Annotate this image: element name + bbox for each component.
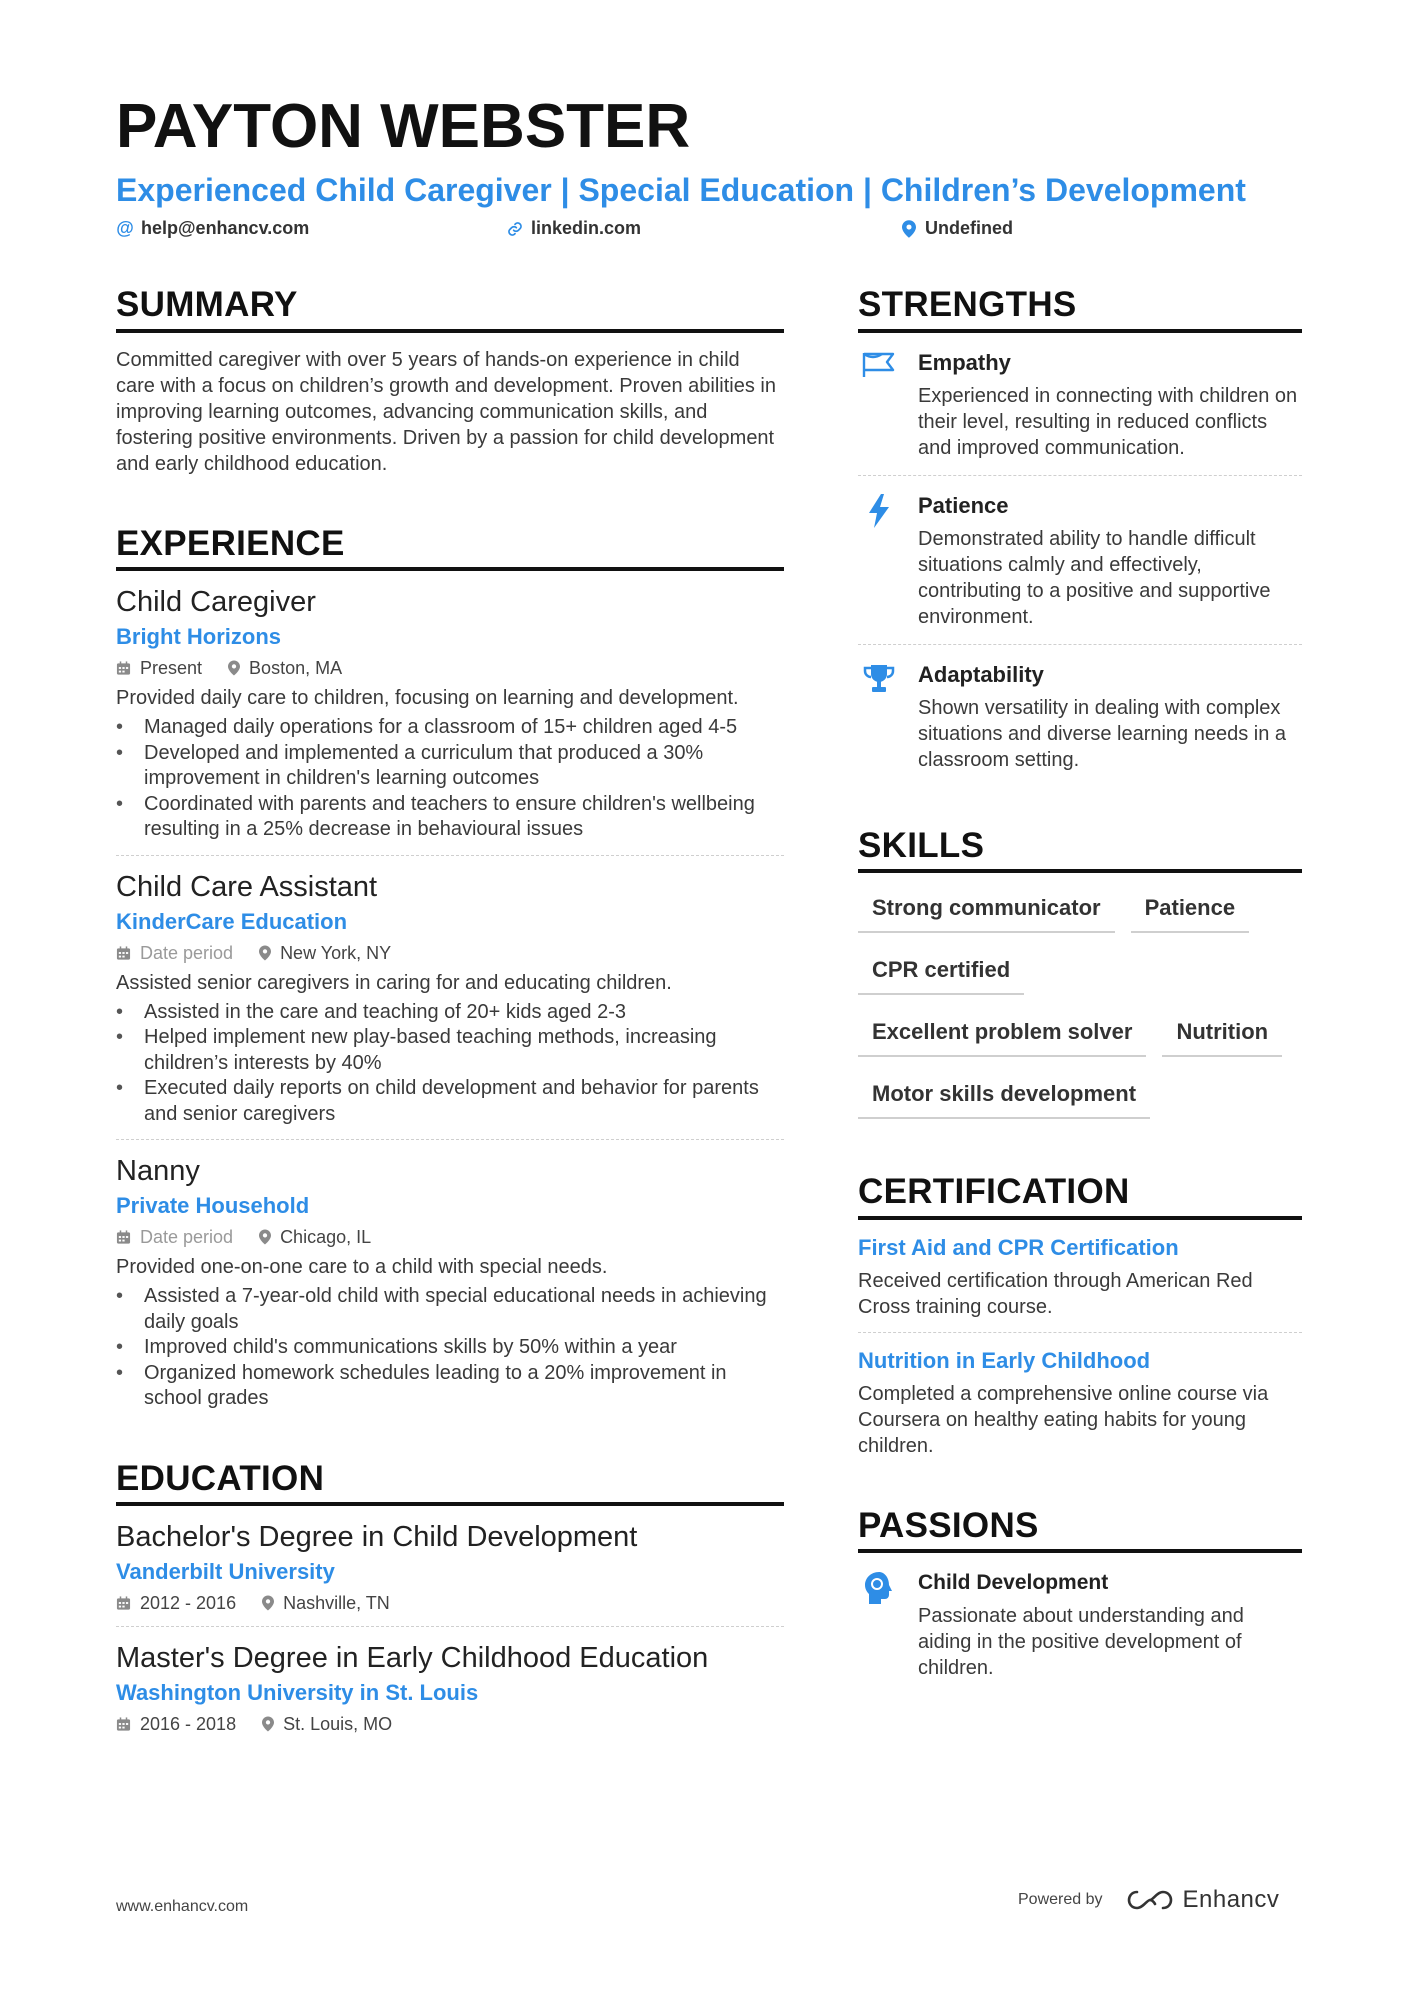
certification-heading: CERTIFICATION [858,1173,1302,1220]
strength-title: Patience [918,492,1009,518]
bullet-item: • Developed and implemented a curriculum that produced a 30% improvement in children's learning outcomes [116,741,784,792]
company-name: Bright Horizons [116,624,281,649]
job-period: Date period [140,1227,234,1247]
skill-tag: Patience [1131,887,1250,933]
strength-title: Empathy [918,349,1011,375]
skills-list [858,887,1302,1135]
degree-title: Bachelor's Degree in Child Development [116,1521,638,1553]
company-name: Private Household [116,1193,310,1218]
school-name: Vanderbilt University [116,1559,335,1584]
footer-website[interactable]: www.enhancv.com [116,1898,249,1915]
passions-section [858,1507,1302,1696]
job-meta [116,657,784,679]
calendar-icon [116,1595,131,1611]
job-bullets [116,1284,784,1412]
skills-heading: SKILLS [858,827,1302,874]
summary-section [116,286,784,477]
head-brain-icon [858,1569,900,1681]
headline: Experienced Child Caregiver | Special Education | Children’s Development [116,172,1246,208]
bullet-item: • Coordinated with parents and teachers to ensure children's wellbeing resulting in a 25% decrease in behavioural issues [116,792,784,843]
education-entry [116,1506,784,1627]
bullet-item: • Organized homework schedules leading to a 20% improvement in school grades [116,1361,784,1412]
location-pin-icon [228,660,240,676]
certification-title: Nutrition in Early Childhood [858,1347,1151,1373]
education-period: 2016 - 2018 [140,1714,237,1734]
brand-name: Enhancv [1182,1886,1280,1913]
strength-item [858,476,1302,645]
enhancv-logo[interactable] [1127,1886,1280,1914]
job-meta [116,942,784,964]
summary-text: Committed caregiver with over 5 years of hands-on experience in child care with a focus on children’s growth and development. Proven abilities in improving learning outcomes, advancing communication skills, and fostering positive environments. Driven by a passion for child development and early childhood education. [116,348,776,475]
candidate-name: PAYTON WEBSTER [116,92,691,161]
education-meta [116,1713,784,1735]
footer-branding [1018,1886,1279,1914]
education-entry [116,1627,784,1747]
job-title: Child Caregiver [116,586,316,618]
skill-tag: Excellent problem solver [858,1011,1146,1057]
job-period: Present [140,658,203,678]
passions-heading: PASSIONS [858,1507,1302,1554]
job-location: Boston, MA [249,658,343,678]
certification-item [858,1220,1302,1333]
education-location: Nashville, TN [283,1593,390,1613]
right-column [858,286,1302,1695]
strengths-section [858,286,1302,787]
skill-tag: CPR certified [858,949,1024,995]
linkedin-text: linkedin.com [531,218,642,238]
location-pin-icon [262,1716,274,1732]
passion-title: Child Development [918,1571,1109,1594]
location-text: Undefined [925,218,1013,238]
calendar-icon [116,1716,131,1732]
powered-by-text: Powered by [1018,1891,1103,1908]
contact-linkedin[interactable] [506,218,641,239]
job-title: Child Care Assistant [116,870,378,903]
experience-entry [116,571,784,856]
experience-section [116,525,784,1424]
school-name: Washington University in St. Louis [116,1680,479,1705]
experience-entry [116,856,784,1141]
job-period: Date period [140,942,234,963]
location-pin-icon [262,1595,274,1611]
job-location: New York, NY [280,942,392,963]
bullet-item: • Assisted in the care and teaching of 20+ kids aged 2-3 [116,1000,784,1026]
at-icon: @ [116,218,134,238]
job-description: Provided one-on-one care to a child with special needs. [116,1256,608,1278]
certification-description: Completed a comprehensive online course via Coursera on healthy eating habits for young children. [858,1382,1269,1457]
certification-title: First Aid and CPR Certification [858,1234,1179,1260]
strength-description: Demonstrated ability to handle difficult situations calmly and effectively, contributing to a positive and supportive environment. [918,527,1271,628]
education-period: 2012 - 2016 [140,1593,237,1613]
education-location: St. Louis, MO [283,1714,393,1734]
strengths-heading: STRENGTHS [858,286,1302,333]
passion-item [858,1553,1302,1695]
skills-line-break [1040,949,1240,1011]
bullet-item: • Improved child's communications skills by 50% within a year [116,1335,784,1361]
passion-description: Passionate about understanding and aiding in the positive development of children. [918,1605,1244,1679]
lightning-icon [858,492,900,630]
location-pin-icon [259,945,271,961]
certification-item [858,1333,1302,1471]
job-meta [116,1226,784,1248]
calendar-icon [116,660,131,676]
job-bullets [116,715,784,843]
bullet-item: • Helped implement new play-based teaching methods, increasing children’s interests by 40% [116,1025,784,1076]
bullet-item: • Executed daily reports on child development and behavior for parents and senior caregivers [116,1076,784,1127]
email-text: help@enhancv.com [141,218,310,238]
education-heading: EDUCATION [116,1460,784,1507]
experience-entry [116,1140,784,1424]
location-pin-icon [900,220,918,238]
left-column [116,286,784,1747]
job-location: Chicago, IL [280,1227,372,1247]
education-meta [116,1592,784,1614]
skill-tag: Motor skills development [858,1073,1150,1119]
skills-section [858,827,1302,1136]
certification-description: Received certification through American Red Cross training course. [858,1269,1253,1318]
link-icon [506,221,524,237]
certification-section [858,1173,1302,1471]
experience-heading: EXPERIENCE [116,525,784,572]
degree-title: Master's Degree in Early Childhood Education [116,1642,709,1674]
flag-icon [858,349,900,461]
trophy-icon [858,661,900,773]
education-section [116,1460,784,1748]
summary-heading: SUMMARY [116,286,784,333]
contact-location [900,218,1013,239]
strength-item [858,333,1302,476]
contact-bar [116,218,1296,244]
calendar-icon [116,1229,131,1245]
strength-title: Adaptability [918,661,1044,687]
calendar-icon [116,945,131,961]
job-title: Nanny [116,1155,200,1187]
job-description: Assisted senior caregivers in caring for and educating children. [116,971,672,994]
job-bullets [116,1000,784,1128]
company-name: KinderCare Education [116,908,348,934]
location-pin-icon [259,1229,271,1245]
bullet-item: • Managed daily operations for a classroom of 15+ children aged 4-5 [116,715,784,741]
strength-item [858,645,1302,787]
bullet-item: • Assisted a 7-year-old child with special educational needs in achieving daily goals [116,1284,784,1335]
job-description: Provided daily care to children, focusing on learning and development. [116,687,739,709]
contact-email[interactable] [116,218,309,239]
strength-description: Shown versatility in dealing with complex situations and diverse learning needs in a classroom setting. [918,696,1287,771]
strength-description: Experienced in connecting with children on their level, resulting in reduced conflicts and improved communication. [918,384,1298,459]
skill-tag: Nutrition [1162,1011,1282,1057]
skill-tag: Strong communicator [858,887,1115,933]
